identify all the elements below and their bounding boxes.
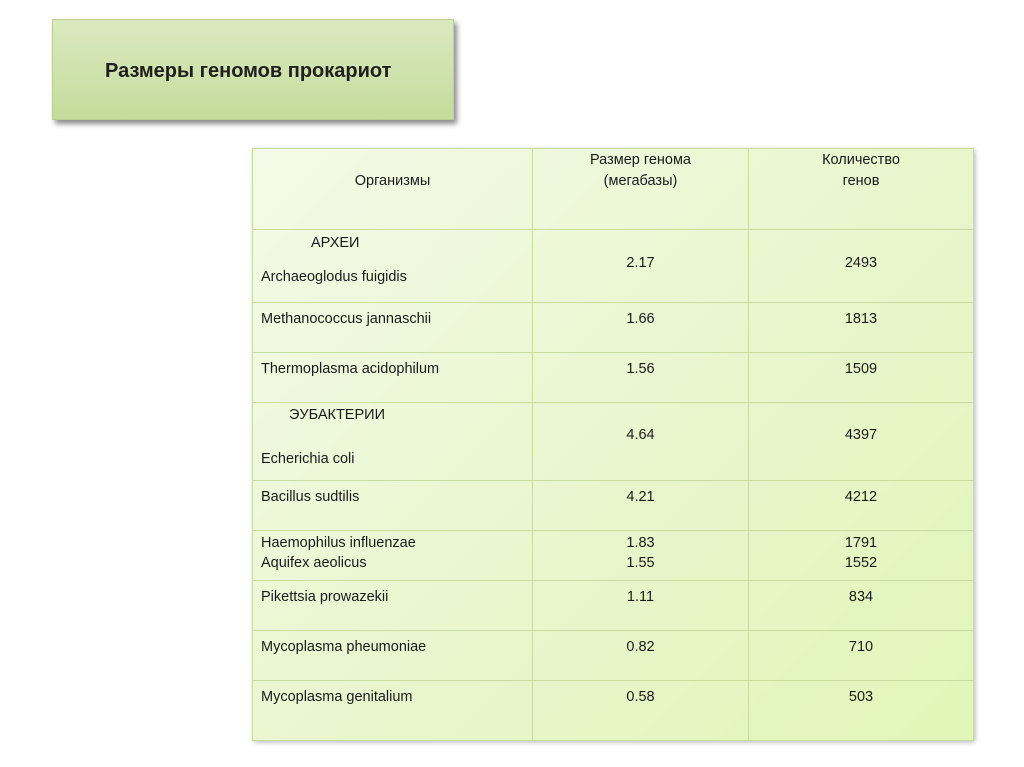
gene-count-value: 4397 (844, 427, 878, 443)
genome-size-value: 1.66 (626, 311, 655, 327)
genome-size-value: 1.56 (626, 361, 655, 377)
gene-count-value: 1791 (844, 535, 878, 551)
genome-size-value: 0.82 (626, 639, 655, 655)
gene-count-value: 1509 (844, 361, 878, 377)
organism-name: Archaeoglodus fuigidis (261, 269, 407, 285)
genome-size-value: 1.11 (626, 589, 655, 605)
genome-table (252, 148, 974, 741)
header-cell-organisms (253, 149, 533, 230)
table-row (253, 481, 974, 531)
genome-size-value: 1.55 (626, 555, 655, 571)
organism-name: Mycoplasma genitalium (261, 689, 413, 705)
group-label-archaea: АРХЕИ (311, 235, 360, 251)
genome-size-value: 0.58 (626, 689, 655, 705)
gene-count-value: 1813 (844, 311, 878, 327)
table-row (253, 353, 974, 403)
table-row (253, 681, 974, 741)
genome-size-value: 4.64 (626, 427, 655, 443)
title-box (52, 19, 454, 120)
table-row (253, 303, 974, 353)
header-size-line1: Размер генома (589, 152, 691, 168)
header-organisms: Организмы (354, 173, 431, 189)
organism-name: Haemophilus influenzae (261, 535, 416, 551)
gene-count-value: 503 (848, 689, 874, 705)
table-header-row (253, 149, 974, 230)
organism-name: Methanococcus jannaschii (261, 311, 432, 327)
header-cell-gene-count (749, 149, 974, 230)
gene-count-value: 834 (848, 589, 874, 605)
header-genes-line2: генов (842, 173, 880, 189)
gene-count-value: 4212 (844, 489, 878, 505)
genome-size-value: 2.17 (626, 255, 655, 271)
table-row (253, 581, 974, 631)
header-cell-genome-size (533, 149, 749, 230)
table-row (253, 631, 974, 681)
table-row (253, 531, 974, 581)
organism-name: Aquifex aeolicus (261, 555, 367, 571)
gene-count-value: 2493 (844, 255, 878, 271)
header-genes-line1: Количество (822, 152, 900, 168)
organism-name: Echerichia coli (261, 451, 355, 467)
organism-name: Thermoplasma acidophilum (261, 361, 440, 377)
slide-title: Размеры геномов прокариот (105, 60, 392, 82)
header-size-line2: (мегабазы) (603, 173, 678, 189)
table-row (253, 230, 974, 303)
genome-size-value: 4.21 (626, 489, 655, 505)
organism-name: Mycoplasma pheumoniae (261, 639, 427, 655)
gene-count-value: 1552 (844, 555, 878, 571)
gene-count-value: 710 (848, 639, 874, 655)
genome-table-container (252, 148, 973, 740)
genome-size-value: 1.83 (626, 535, 655, 551)
table-row (253, 403, 974, 481)
organism-name: Pikettsia prowazekii (261, 589, 389, 605)
group-label-eubacteria: ЭУБАКТЕРИИ (289, 407, 385, 423)
organism-name: Bacillus sudtilis (261, 489, 360, 505)
